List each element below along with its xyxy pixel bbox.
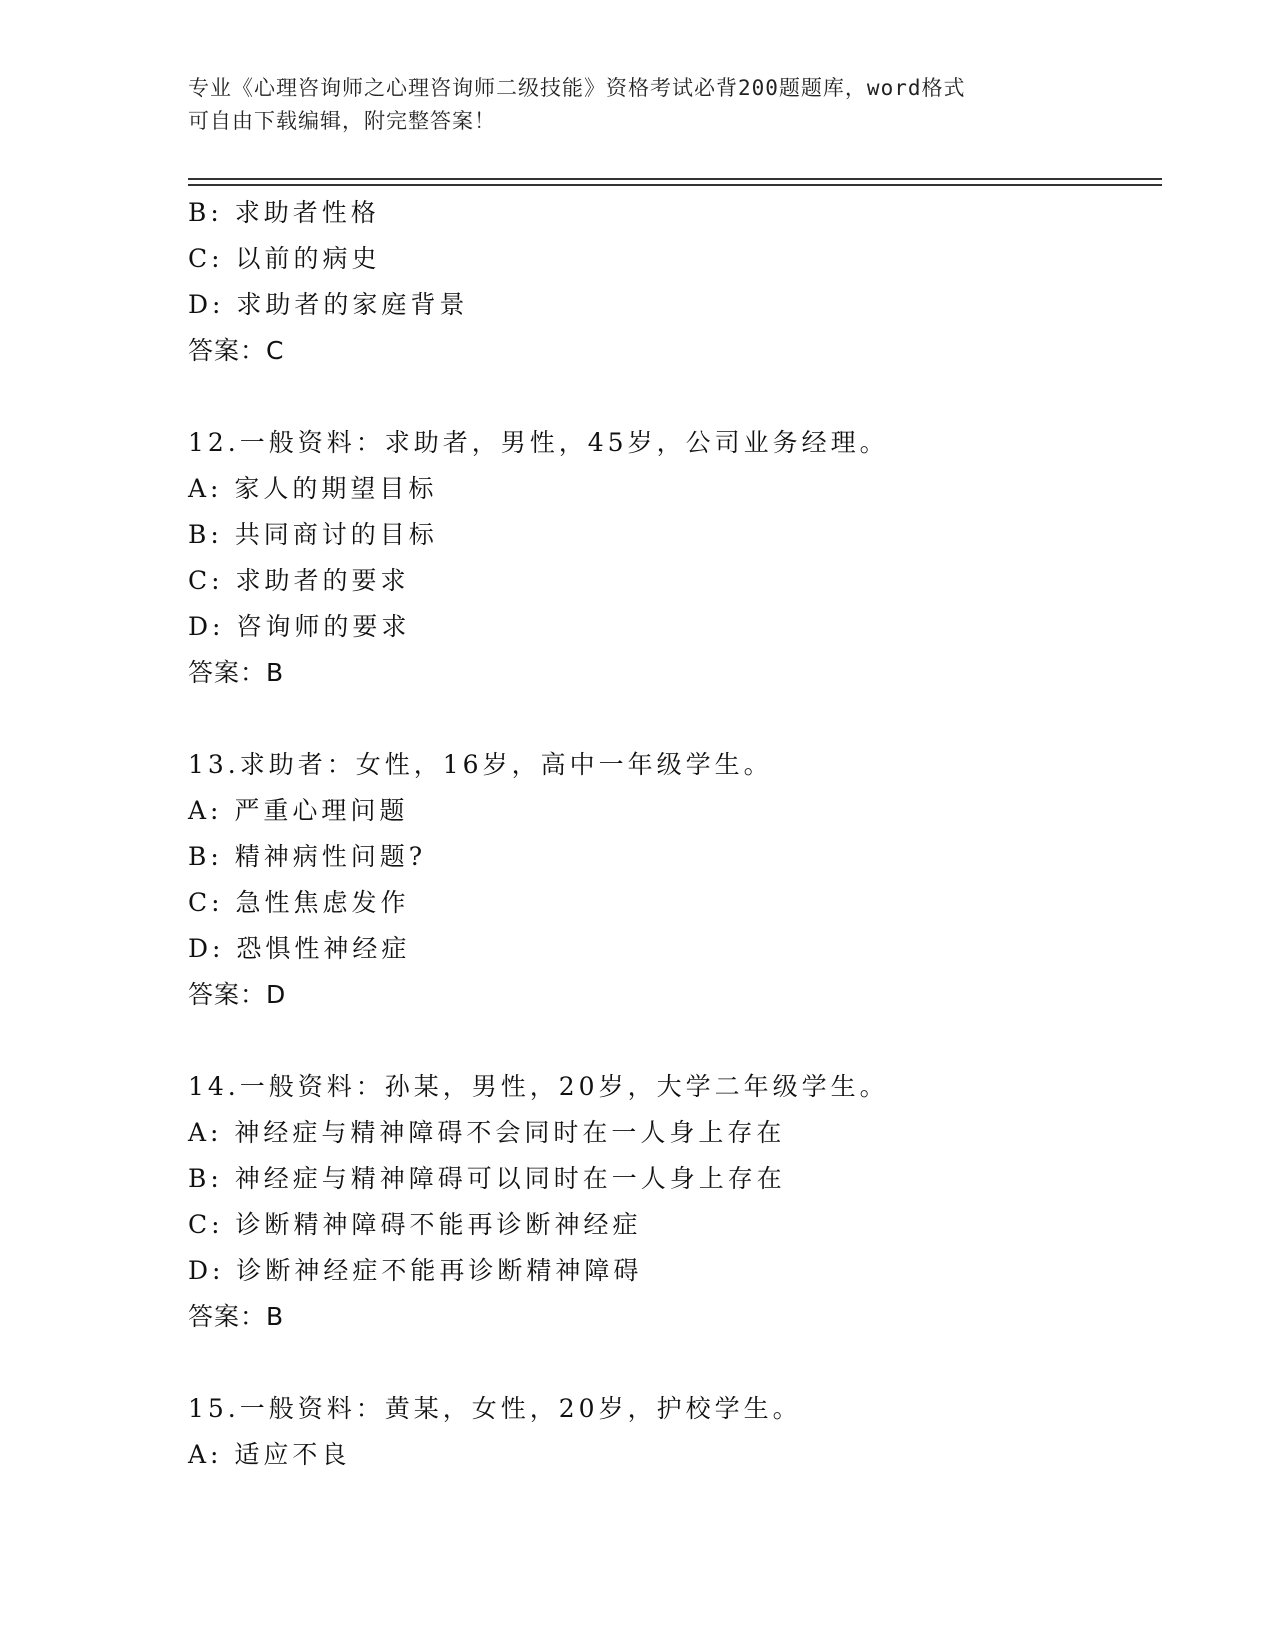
question-title: 13.求助者：女性，16岁，高中一年级学生。 (188, 750, 773, 779)
spacer (188, 696, 1162, 742)
spacer (188, 1340, 1162, 1386)
spacer (188, 374, 1162, 420)
option-c: C: 以前的病史 (188, 244, 381, 273)
document-header (188, 72, 1088, 138)
spacer (188, 1018, 1162, 1064)
option-d: D: 诊断神经症不能再诊断精神障碍 (188, 1256, 643, 1285)
header-divider-bottom (188, 184, 1162, 186)
option-b: B: 神经症与精神障碍可以同时在一人身上存在 (188, 1164, 786, 1193)
header-divider-top (188, 178, 1162, 180)
question-title: 14.一般资料：孙某，男性，20岁，大学二年级学生。 (188, 1072, 889, 1101)
header-line-2: 可自由下载编辑，附完整答案！ (188, 109, 496, 133)
option-c: C: 急性焦虑发作 (188, 888, 410, 917)
option-d: D: 恐惧性神经症 (188, 934, 411, 963)
option-b: B: 精神病性问题? (188, 842, 427, 871)
option-d: D: 求助者的家庭背景 (188, 290, 469, 319)
answer-line: 答案：B (188, 1302, 285, 1331)
answer-line: 答案：C (188, 336, 285, 365)
question-14-block (188, 1064, 1162, 1340)
question-12-block (188, 420, 1162, 696)
option-b: B: 共同商讨的目标 (188, 520, 438, 549)
question-11-block (188, 190, 1162, 374)
option-a: A: 家人的期望目标 (188, 474, 438, 503)
question-13-block (188, 742, 1162, 1018)
option-a: A: 神经症与精神障碍不会同时在一人身上存在 (188, 1118, 786, 1147)
answer-line: 答案：B (188, 658, 285, 687)
question-list (188, 190, 1162, 1478)
question-title: 12.一般资料：求助者，男性，45岁，公司业务经理。 (188, 428, 889, 457)
option-a: A: 适应不良 (188, 1440, 351, 1469)
question-title: 15.一般资料：黄某，女性，20岁，护校学生。 (188, 1394, 802, 1423)
option-a: A: 严重心理问题 (188, 796, 409, 825)
option-c: C: 求助者的要求 (188, 566, 410, 595)
option-b: B: 求助者性格 (188, 198, 380, 227)
question-15-block (188, 1386, 1162, 1478)
header-line-1: 专业《心理咨询师之心理咨询师二级技能》资格考试必背200题题库，word格式 (188, 76, 966, 100)
option-d: D: 咨询师的要求 (188, 612, 411, 641)
option-c: C: 诊断精神障碍不能再诊断神经症 (188, 1210, 642, 1239)
answer-line: 答案：D (188, 980, 287, 1009)
